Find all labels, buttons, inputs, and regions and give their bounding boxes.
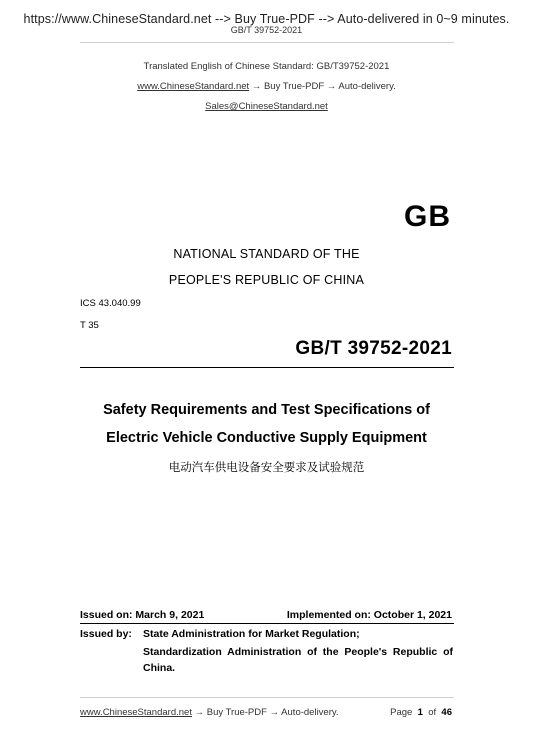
delivery-text: → Buy True-PDF → Auto-delivery. bbox=[249, 81, 396, 92]
issuer-2-line2: China. bbox=[143, 662, 176, 674]
page-indicator bbox=[390, 707, 452, 718]
footer-delivery-text: → Buy True-PDF → Auto-delivery. bbox=[191, 707, 339, 718]
footer-divider bbox=[80, 697, 454, 698]
issued-on-date: Issued on: March 9, 2021 bbox=[80, 609, 205, 621]
footer-site-link[interactable]: www.ChineseStandard.net bbox=[80, 707, 192, 718]
footer-link-line bbox=[80, 707, 339, 718]
page-number: 1 bbox=[417, 707, 423, 718]
title-line2: Electric Vehicle Conductive Supply Equipment bbox=[106, 430, 427, 446]
implemented-on-date: Implemented on: October 1, 2021 bbox=[286, 609, 452, 621]
gb-logo: GB bbox=[404, 200, 451, 233]
of-label: of bbox=[428, 707, 437, 718]
site-link[interactable]: www.ChineseStandard.net bbox=[137, 81, 250, 92]
national-standard-line1: NATIONAL STANDARD OF THE bbox=[173, 247, 360, 261]
page-label: Page bbox=[390, 707, 413, 718]
title-line1: Safety Requirements and Test Specifications of bbox=[103, 402, 430, 418]
issuer-2-line1: Standardization Administration of the People's Republic of bbox=[143, 646, 453, 658]
t-code: T 35 bbox=[80, 320, 99, 331]
email-line bbox=[0, 101, 533, 112]
standard-number: GB/T 39752-2021 bbox=[295, 338, 452, 359]
issued-by-label: Issued by: bbox=[80, 628, 132, 640]
national-standard-line2: PEOPLE'S REPUBLIC OF CHINA bbox=[168, 273, 365, 287]
delivery-line bbox=[0, 81, 533, 92]
issuer-1: State Administration for Market Regulation; bbox=[143, 628, 360, 640]
header-divider bbox=[80, 42, 454, 43]
issue-divider bbox=[80, 623, 454, 624]
page-total: 46 bbox=[441, 707, 452, 718]
banner-text: https://www.ChineseStandard.net --> Buy True-PDF --> Auto-delivered in 0~9 minutes. bbox=[23, 12, 510, 26]
standard-divider bbox=[80, 367, 454, 368]
header-code: GB/T 39752-2021 bbox=[230, 25, 303, 35]
ics-code: ICS 43.040.99 bbox=[80, 298, 141, 309]
title-chinese: 电动汽车供电设备安全要求及试验规范 bbox=[168, 460, 365, 474]
email-link[interactable]: Sales@ChineseStandard.net bbox=[205, 101, 328, 112]
translation-note: Translated English of Chinese Standard: GB/T39752-2021 bbox=[143, 61, 390, 72]
